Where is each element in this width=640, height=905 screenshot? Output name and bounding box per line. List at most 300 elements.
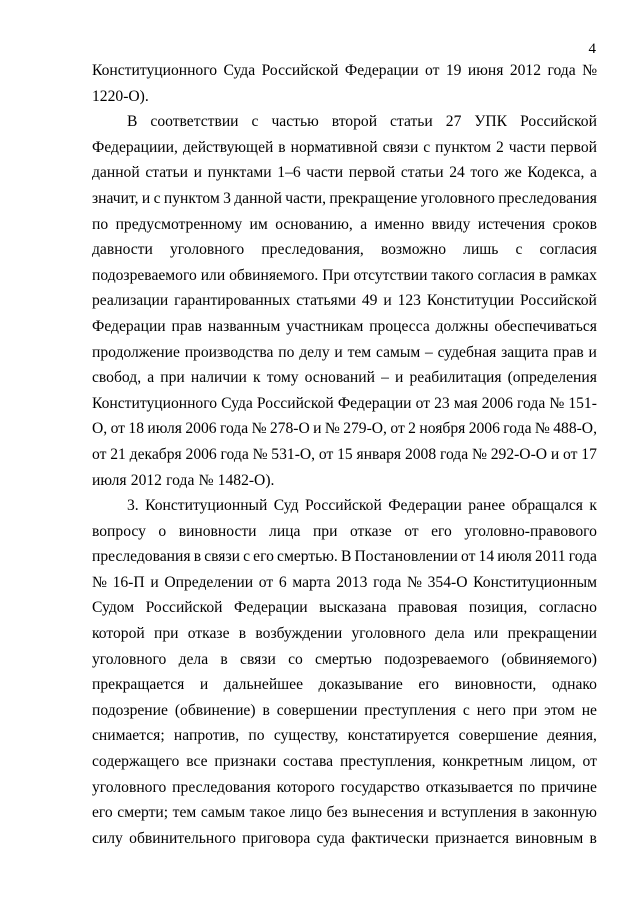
word: по: [518, 778, 536, 796]
word: статьи: [390, 113, 433, 131]
word: 2008: [404, 445, 437, 463]
word: июля: [147, 420, 182, 438]
text-line: [92, 84, 597, 110]
word: по: [248, 727, 265, 745]
word: Кодекса,: [527, 164, 585, 182]
word: виновности: [178, 522, 257, 540]
word: Конституционного: [92, 62, 218, 79]
word: части,: [285, 189, 327, 207]
word: 15: [337, 445, 353, 463]
word: признаки: [214, 753, 277, 771]
word: позиция,: [468, 599, 528, 617]
word: гарантированных: [174, 292, 291, 310]
text-line: [92, 212, 597, 238]
word: и: [199, 676, 209, 694]
word: 2011: [534, 548, 566, 566]
word: им: [249, 215, 268, 233]
word: с: [251, 113, 259, 131]
word: снимается;: [92, 727, 165, 745]
word: 1482-О).: [217, 471, 275, 489]
word: основанию,: [275, 215, 353, 233]
word: истечения: [477, 215, 546, 233]
word: именно: [374, 215, 425, 233]
word: января: [356, 445, 402, 463]
word: виновным: [515, 829, 584, 847]
word: со: [288, 650, 303, 668]
word: уголовного: [92, 778, 167, 796]
word: дальнейшее: [223, 676, 304, 694]
word: дела: [178, 650, 209, 668]
word: а: [147, 369, 155, 387]
word: уголовно-правового: [464, 522, 597, 540]
word: смерти;: [117, 804, 169, 822]
word: №: [92, 573, 107, 591]
word: В: [127, 113, 138, 131]
word: пунктами: [207, 164, 272, 182]
document-body: [92, 58, 597, 851]
word: признается: [435, 829, 510, 847]
word: в: [220, 650, 228, 668]
word: Российской: [145, 599, 223, 617]
word: 2006: [481, 394, 513, 412]
word: и: [313, 420, 322, 438]
text-line: [92, 340, 597, 366]
word: силу: [92, 829, 123, 847]
word: лицом,: [529, 753, 576, 771]
word: в: [193, 548, 202, 566]
word: преследования: [172, 778, 271, 796]
text-line: [92, 595, 597, 621]
word: оснований: [304, 369, 375, 387]
word: смертью: [315, 650, 372, 668]
word: пунктом: [163, 189, 220, 207]
word: прав: [171, 317, 202, 335]
word: от: [424, 62, 440, 79]
text-line: [92, 58, 597, 84]
word: все: [186, 753, 208, 771]
word: Конституционным: [473, 573, 597, 591]
word: уголовного: [420, 189, 495, 207]
word: отказывается: [425, 778, 514, 796]
word: 292-О-О: [490, 445, 548, 463]
word: реабилитация: [409, 369, 502, 387]
word: июля: [92, 471, 127, 489]
word: приговора: [242, 829, 311, 847]
word: года: [503, 420, 532, 438]
word: которой: [92, 625, 145, 643]
word: пунктом: [435, 138, 492, 156]
word: Определении: [164, 573, 254, 591]
word: в: [521, 804, 529, 822]
word: подозреваемого: [92, 266, 197, 284]
word: свобод,: [92, 369, 142, 387]
word: года: [219, 420, 249, 438]
word: самым: [200, 804, 246, 822]
word: №: [472, 445, 487, 463]
word: УПК: [474, 113, 508, 131]
word: давности: [92, 241, 153, 259]
word: 2006: [468, 420, 500, 438]
word: уголовного: [92, 650, 167, 668]
word: данной: [234, 189, 282, 207]
text-line: [92, 672, 597, 698]
word: 19: [445, 62, 462, 79]
word: 17: [581, 445, 597, 463]
word: с: [515, 241, 523, 259]
word: действующей: [182, 138, 274, 156]
word: и: [150, 573, 159, 591]
word: состава: [283, 753, 334, 771]
word: 49: [361, 292, 378, 310]
word: 531-О,: [271, 445, 316, 463]
word: 279-О,: [343, 420, 387, 438]
word: согласия: [539, 241, 597, 259]
word: 2013: [336, 573, 368, 591]
word: государство: [340, 778, 420, 796]
word: Конституционного: [92, 394, 218, 412]
word: №: [407, 573, 422, 591]
word: к: [589, 497, 597, 515]
word: Российской: [256, 394, 334, 412]
word: 354-О: [427, 573, 468, 591]
word: дела: [435, 625, 465, 643]
word: и: [383, 292, 392, 310]
page-number: 4: [588, 41, 596, 57]
word: части: [306, 164, 344, 182]
word: года: [220, 445, 249, 463]
word: преследования: [92, 548, 191, 566]
word: содержащего: [92, 753, 180, 771]
word: лицо: [289, 804, 323, 822]
word: при: [160, 369, 185, 387]
word: 27: [445, 113, 462, 131]
word: значит,: [92, 189, 139, 207]
word: существу,: [273, 727, 339, 745]
word: наличии: [190, 369, 247, 387]
word: и: [334, 343, 343, 361]
word: фактически: [351, 829, 429, 847]
text-line: [92, 288, 597, 314]
word: (обвинение): [174, 701, 256, 719]
word: или: [200, 266, 226, 284]
word: ввиду: [431, 215, 471, 233]
word: с: [462, 701, 470, 719]
text-line: [92, 621, 597, 647]
word: соответствии: [150, 113, 239, 131]
word: №: [252, 445, 268, 463]
word: процесса: [369, 317, 430, 335]
word: Федерации: [337, 394, 412, 412]
word: прекращение: [329, 189, 418, 207]
word: доказывание: [318, 676, 403, 694]
word: Постановлении: [354, 548, 458, 566]
word: О,: [92, 420, 108, 438]
word: производства: [184, 343, 274, 361]
word: продолжение: [92, 343, 180, 361]
word: прекращается: [92, 676, 185, 694]
word: сроков: [552, 215, 597, 233]
word: самым: [375, 343, 421, 361]
word: тем: [172, 804, 197, 822]
word: отсутствии: [353, 266, 428, 284]
word: предусмотренному: [115, 215, 243, 233]
text-line: [92, 391, 597, 417]
text-line: [92, 749, 597, 775]
word: и: [141, 189, 151, 207]
text-line: [92, 237, 597, 263]
text-line: [92, 442, 597, 468]
text-line: [92, 647, 597, 673]
word: 6: [278, 573, 287, 591]
word: Федерации: [344, 62, 419, 79]
word: 18: [128, 420, 144, 438]
word: обеспечиваться: [494, 317, 597, 335]
word: преследования,: [261, 241, 364, 259]
word: подозреваемого: [384, 650, 489, 668]
word: от: [404, 522, 419, 540]
word: марта: [292, 573, 331, 591]
word: прав: [553, 343, 584, 361]
word: делу: [299, 343, 330, 361]
word: Федерации: [388, 497, 462, 515]
word: –: [424, 343, 433, 361]
word: смертью.: [277, 548, 338, 566]
word: тому: [266, 369, 299, 387]
word: вступления: [441, 804, 517, 822]
word: Суда: [223, 62, 256, 79]
word: от: [563, 445, 578, 463]
word: которого: [276, 778, 335, 796]
word: без: [326, 804, 348, 822]
word: от: [461, 548, 476, 566]
word: 2: [408, 420, 416, 438]
word: года: [439, 445, 469, 463]
word: в: [538, 266, 547, 284]
word: в: [262, 701, 270, 719]
word: однако: [551, 676, 597, 694]
word: согласно: [538, 599, 597, 617]
word: уголовного: [351, 625, 426, 643]
word: года: [568, 548, 597, 566]
word: первой: [348, 164, 396, 182]
word: совершение: [458, 727, 538, 745]
word: Суда: [221, 394, 253, 412]
word: Российской: [304, 497, 382, 515]
word: В: [340, 548, 352, 566]
word: а: [360, 215, 368, 233]
word: Российской: [520, 292, 597, 310]
word: его: [92, 804, 113, 822]
word: преступления,: [339, 753, 436, 771]
word: –: [381, 369, 389, 387]
text-line: [92, 800, 597, 826]
word: обвиняемого.: [229, 266, 319, 284]
word: тем: [347, 343, 372, 361]
word: 2012: [130, 471, 162, 489]
word: года: [547, 62, 576, 79]
word: 14: [478, 548, 495, 566]
text-line: [92, 186, 597, 212]
word: связи: [204, 548, 240, 566]
word: мая: [453, 394, 478, 412]
text-line: [92, 570, 597, 596]
word: или: [473, 625, 499, 643]
word: декабря: [129, 445, 182, 463]
text-line: [92, 826, 597, 852]
word: возбуждении: [255, 625, 343, 643]
word: 21: [110, 445, 126, 463]
word: Конституции: [426, 292, 515, 310]
word: 488-О,: [553, 420, 597, 438]
word: части: [508, 138, 546, 156]
word: статьи: [145, 164, 189, 182]
text-line: [92, 468, 597, 494]
word: отказе: [349, 522, 392, 540]
word: того: [470, 164, 499, 182]
text-line: [92, 416, 597, 442]
word: и: [588, 343, 597, 361]
word: с: [153, 189, 161, 207]
word: же: [504, 164, 522, 182]
word: правовая: [398, 599, 458, 617]
text-line: [92, 135, 597, 161]
text-line: [92, 493, 597, 519]
word: 2006: [185, 420, 217, 438]
text-line: [92, 314, 597, 340]
word: №: [324, 420, 340, 438]
word: 16-П: [112, 573, 145, 591]
word: в: [238, 625, 247, 643]
word: июня: [467, 62, 504, 79]
word: ранее: [468, 497, 506, 515]
word: от: [582, 753, 597, 771]
word: 2: [495, 138, 504, 156]
word: Российской: [261, 62, 339, 79]
word: 1–6: [277, 164, 301, 182]
word: суда: [316, 829, 345, 847]
word: в: [589, 829, 597, 847]
word: статьями: [296, 292, 356, 310]
word: высказана: [319, 599, 387, 617]
word: вынесения: [352, 804, 424, 822]
word: и: [550, 445, 560, 463]
word: и: [395, 369, 404, 387]
word: №: [582, 62, 597, 79]
word: не: [581, 701, 597, 719]
word: ноября: [419, 420, 466, 438]
word: Федерациии,: [92, 138, 178, 156]
word: отказе: [187, 625, 230, 643]
word: 2006: [185, 445, 217, 463]
word: от: [258, 573, 274, 591]
word: от: [92, 445, 107, 463]
word: этом: [544, 701, 575, 719]
word: №: [251, 420, 267, 438]
word: данной: [92, 164, 140, 182]
word: первой: [550, 138, 597, 156]
word: при: [154, 625, 179, 643]
word: года: [373, 573, 402, 591]
word: его: [431, 522, 452, 540]
text-line: [92, 160, 597, 186]
word: нормативной: [290, 138, 378, 156]
word: участникам: [286, 317, 364, 335]
word: такого: [431, 266, 474, 284]
word: вопросу: [92, 522, 146, 540]
word: лица: [269, 522, 301, 540]
word: по: [92, 215, 109, 233]
word: 151-: [568, 394, 597, 412]
word: лишь: [463, 241, 499, 259]
word: виновности,: [454, 676, 537, 694]
text-line: [92, 698, 597, 724]
word: от: [318, 445, 334, 463]
word: от: [390, 420, 405, 438]
word: и: [428, 804, 437, 822]
text-line: [92, 544, 597, 570]
word: Конституционный: [145, 497, 268, 515]
word: 23: [434, 394, 450, 412]
word: к: [253, 369, 261, 387]
text-line: [92, 263, 597, 289]
word: Федерации: [92, 317, 166, 335]
word: Федерации: [234, 599, 308, 617]
word: 1220-О).: [92, 87, 149, 105]
word: связи: [240, 650, 276, 668]
word: 24: [449, 164, 465, 182]
word: уголовного: [169, 241, 245, 259]
word: деяния,: [547, 727, 597, 745]
word: при: [512, 701, 538, 719]
word: №: [534, 420, 550, 438]
word: него: [476, 701, 506, 719]
text-line: [92, 109, 597, 135]
word: а: [589, 164, 597, 182]
word: обвинительного: [129, 829, 236, 847]
word: такое: [249, 804, 286, 822]
word: Судом: [92, 599, 135, 617]
word: защита: [501, 343, 549, 361]
word: законную: [533, 804, 597, 822]
word: причине: [541, 778, 597, 796]
word: преступления: [364, 701, 456, 719]
word: Российской: [520, 113, 597, 131]
word: совершении: [276, 701, 358, 719]
word: (определения: [507, 369, 597, 387]
word: названным: [207, 317, 281, 335]
word: года: [517, 394, 546, 412]
word: с: [243, 548, 251, 566]
word: о: [158, 522, 167, 540]
word: июля: [497, 548, 532, 566]
word: его: [418, 676, 440, 694]
word: конкретным: [442, 753, 524, 771]
word: №: [198, 471, 214, 489]
word: 3.: [127, 497, 139, 515]
word: 2012: [509, 62, 541, 79]
word: 278-О: [269, 420, 310, 438]
text-line: [92, 775, 597, 801]
word: рамках: [550, 266, 597, 284]
word: преследования: [498, 189, 597, 207]
text-line: [92, 723, 597, 749]
word: 123: [397, 292, 421, 310]
word: года: [166, 471, 195, 489]
word: статьи: [400, 164, 444, 182]
word: связи: [382, 138, 419, 156]
word: от: [415, 394, 431, 412]
word: Суд: [273, 497, 299, 515]
